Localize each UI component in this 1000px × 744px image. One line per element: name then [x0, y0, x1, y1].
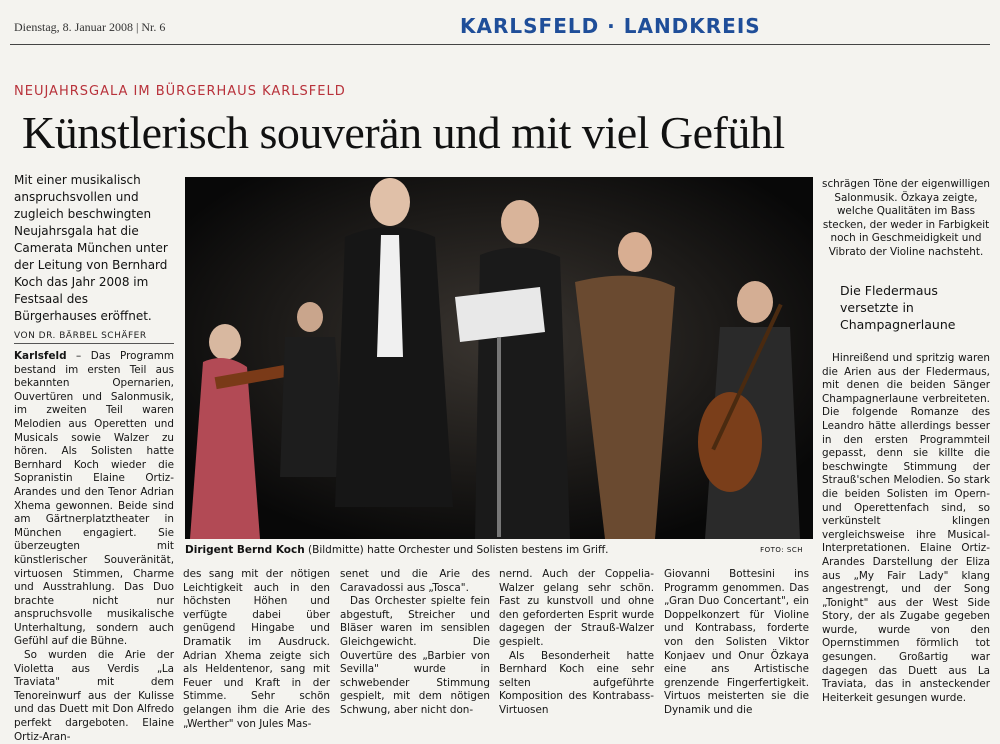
col4-paragraph-2: Als Besonderheit hatte Bernhard Koch eine sehr selten aufgeführte Komposition des Kontrabass-Virtuosen: [499, 649, 654, 716]
col1-text: – Das Programm bestand im ersten Teil aus bekannten Opernarien, Ouvertüren und Salonmusik, im zweiten Teil waren Melodien aus Operetten und Musicals sowie Walzer zu hören. Als Solisten hatte Bernhard Koch wieder die Sopranistin Elaine Ortiz-Arandes und den Tenor Adrian Xhema gewonnen. Beide sind am Gärtnerplatztheater in München engagiert. Sie überzeugten mit künstlerischer Souveränität, virtuosen Stimmen, Charme und Ausstrahlung. Das Duo brachte nicht nur anspruchsvolle musikalische Unterhaltung, sondern auch Gefühl auf die Bühne.: [14, 350, 174, 648]
subheading: Die Fledermaus versetzte in Champagnerlaune: [840, 283, 956, 332]
col6-paragraph: Hinreißend und spritzig waren die Arien aus der Fledermaus, mit denen die beiden Sänger Champagnerlaune verbreiteten. Die folgende Romanze des Leandro hätte allerdings besser in den ersten Programmteil gepasst, denn sie killte die beschwingte Stimmung der Strauß'schen Melodien. So stark die beiden Solisten im Opern- und Operettenfach sind, so verkünstelt klingen vergleichsweise ihre Musical-Interpretationen. Elaine Ortiz-Arandes Darstellung der Eliza aus „My Fair Lady" klang angestrengt, und der Song „Tonight" aus der West Side Story, der als Zugabe gegeben wurde, wurde von den Opernstimmen förmlich tot gesungen. Großartig war dagegen das Duett aus La Traviata, das in ansteckender Heiterkeit gesungen wurde.: [822, 352, 990, 704]
column-6: [822, 352, 990, 710]
issue-date: Dienstag, 8. Januar 2008 | Nr. 6: [14, 20, 166, 34]
col6-top-paragraph: schrägen Töne der eigenwilligen Salonmusik. Özkaya zeigte, welche Qualitäten im Bass stecken, der weder in Farbigkeit noch in Geschmeidigkeit und Vibrato der Violine nachsteht.: [822, 178, 990, 258]
lead-paragraph: Mit einer musikalisch anspruchsvollen und zugleich beschwingten Neujahrsgala hat die Camerata München unter der Leitung von Bernhard Koch das Jahr 2008 im Festsaal des Bürgerhauses eröffnet.: [14, 173, 168, 323]
kicker: NEUJAHRSGALA IM BÜRGERHAUS KARLSFELD: [14, 84, 346, 99]
column-2: [183, 568, 330, 730]
column-5: [664, 568, 809, 716]
column-4: [499, 568, 654, 716]
col3-paragraph-2: Das Orchester spielte fein abgestuft, Streicher und Bläser waren im sensiblen Gleichgewicht. Die Ouvertüre des „Barbier von Sevilla" wurde in schwebender Stimmung gespielt, mit dem nötigen Schwung, aber nicht don-: [340, 595, 490, 716]
col1-paragraph-2: So wurden die Arie der Violetta aus Verdis „La Traviata" mit dem Tenoreinwurf aus der Kulisse und das Duett mit Don Alfredo perfekt dargeboten. Elaine Ortiz-Aran-: [14, 649, 174, 743]
byline: VON DR. BÄRBEL SCHÄFER: [14, 331, 174, 344]
col1-paragraph-1: [14, 350, 174, 649]
col2-paragraph: des sang mit der nötigen Leichtigkeit auch in den höchsten Höhen und verfügte dabei über genügend Hingabe und Dramatik im Ausdruck. Adrian Xhema zeigte sich als Heldentenor, sang mit Feuer und Kraft in der Stimme. Sehr schön gelangen ihm die Arie des „Werther" von Jules Mas-: [183, 568, 330, 730]
photo-credit: FOTO: SCH: [760, 546, 803, 554]
caption-text: (Bildmitte) hatte Orchester und Solisten bestens im Griff.: [304, 544, 609, 556]
col3-paragraph-1: senet und die Arie des Caravadossi aus „Tosca".: [340, 568, 490, 594]
headline: Künstlerisch souverän und mit viel Gefühl: [22, 107, 785, 158]
column-6-top: [822, 178, 990, 268]
caption-name: Dirigent Bernd Koch: [185, 544, 305, 556]
col4-paragraph-1: nernd. Auch der Coppelia-Walzer gelang sehr schön. Fast zu kunstvoll und ohne den geforderten Esprit wurde dagegen der Strauß-Walzer gespielt.: [499, 568, 654, 648]
concert-photo: [185, 177, 813, 539]
column-3: [340, 568, 490, 716]
concert-photo-image: [185, 177, 813, 539]
column-1: [14, 350, 174, 743]
header-rule: [10, 44, 990, 45]
col5-paragraph: Giovanni Bottesini ins Programm genommen. Das „Gran Duo Concertant", ein Doppelkonzert für Violine und Kontrabass, forderte von den Solisten Viktor Konjaev und Onur Özkaya eine ans Artistische grenzende Fingerfertigkeit. Virtuos meisterten sie die Dynamik und die: [664, 568, 809, 716]
section-title: KARLSFELD · LANDKREIS: [460, 14, 761, 38]
dateline: Karlsfeld: [14, 350, 67, 362]
photo-caption: [185, 544, 813, 556]
